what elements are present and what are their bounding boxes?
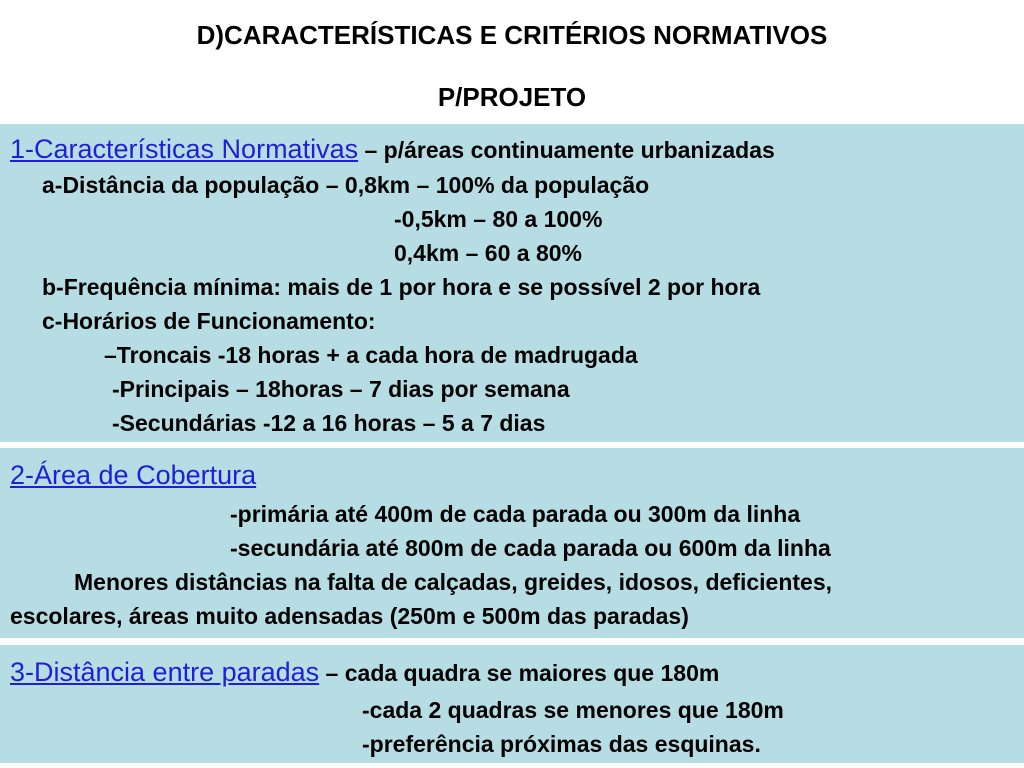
section-3-line: -cada 2 quadras se menores que 180m	[362, 697, 784, 723]
section-paradas-panel	[0, 645, 1024, 763]
section-2-line: -secundária até 800m de cada parada ou 600m da linha	[230, 535, 831, 561]
section-1-line: -Secundárias -12 a 16 horas – 5 a 7 dias	[112, 410, 546, 436]
section-3-line: -preferência próximas das esquinas.	[362, 731, 761, 757]
slide-title-line-2: P/PROJETO	[437, 82, 587, 112]
section-1-line: c-Horários de Funcionamento:	[42, 308, 376, 334]
section-1-line: b-Frequência mínima: mais de 1 por hora e se possível 2 por hora	[42, 274, 761, 300]
section-cobertura-panel	[0, 448, 1024, 638]
section-2-line: -primária até 400m de cada parada ou 300m da linha	[230, 501, 801, 527]
section-1-line: -0,5km – 80 a 100%	[394, 206, 603, 232]
section-1-heading[interactable]: 1-Características Normativas	[10, 134, 359, 164]
section-1-heading-rest: – p/áreas continuamente urbanizadas	[358, 137, 775, 163]
section-caracteristicas-panel	[0, 124, 1024, 442]
section-2-heading-line	[10, 462, 256, 489]
section-3-heading[interactable]: 3-Distância entre paradas	[10, 657, 320, 687]
section-3-heading-rest: – cada quadra se maiores que 180m	[319, 660, 720, 686]
slide-title-line-1: D)CARACTERÍSTICAS E CRITÉRIOS NORMATIVOS	[196, 20, 828, 50]
section-1-line: 0,4km – 60 a 80%	[394, 240, 582, 266]
section-2-line: escolares, áreas muito adensadas (250m e 500m das paradas)	[10, 603, 689, 629]
section-2-heading[interactable]: 2-Área de Cobertura	[10, 460, 257, 490]
section-1-line: -Principais – 18horas – 7 dias por semana	[112, 376, 570, 402]
section-1-heading-line	[10, 136, 775, 163]
section-1-line: –Troncais -18 horas + a cada hora de madrugada	[104, 342, 638, 368]
section-1-line: a-Distância da população – 0,8km – 100% da população	[42, 172, 650, 198]
section-2-line: Menores distâncias na falta de calçadas, greides, idosos, deficientes,	[74, 569, 833, 595]
section-3-heading-line	[10, 659, 719, 686]
